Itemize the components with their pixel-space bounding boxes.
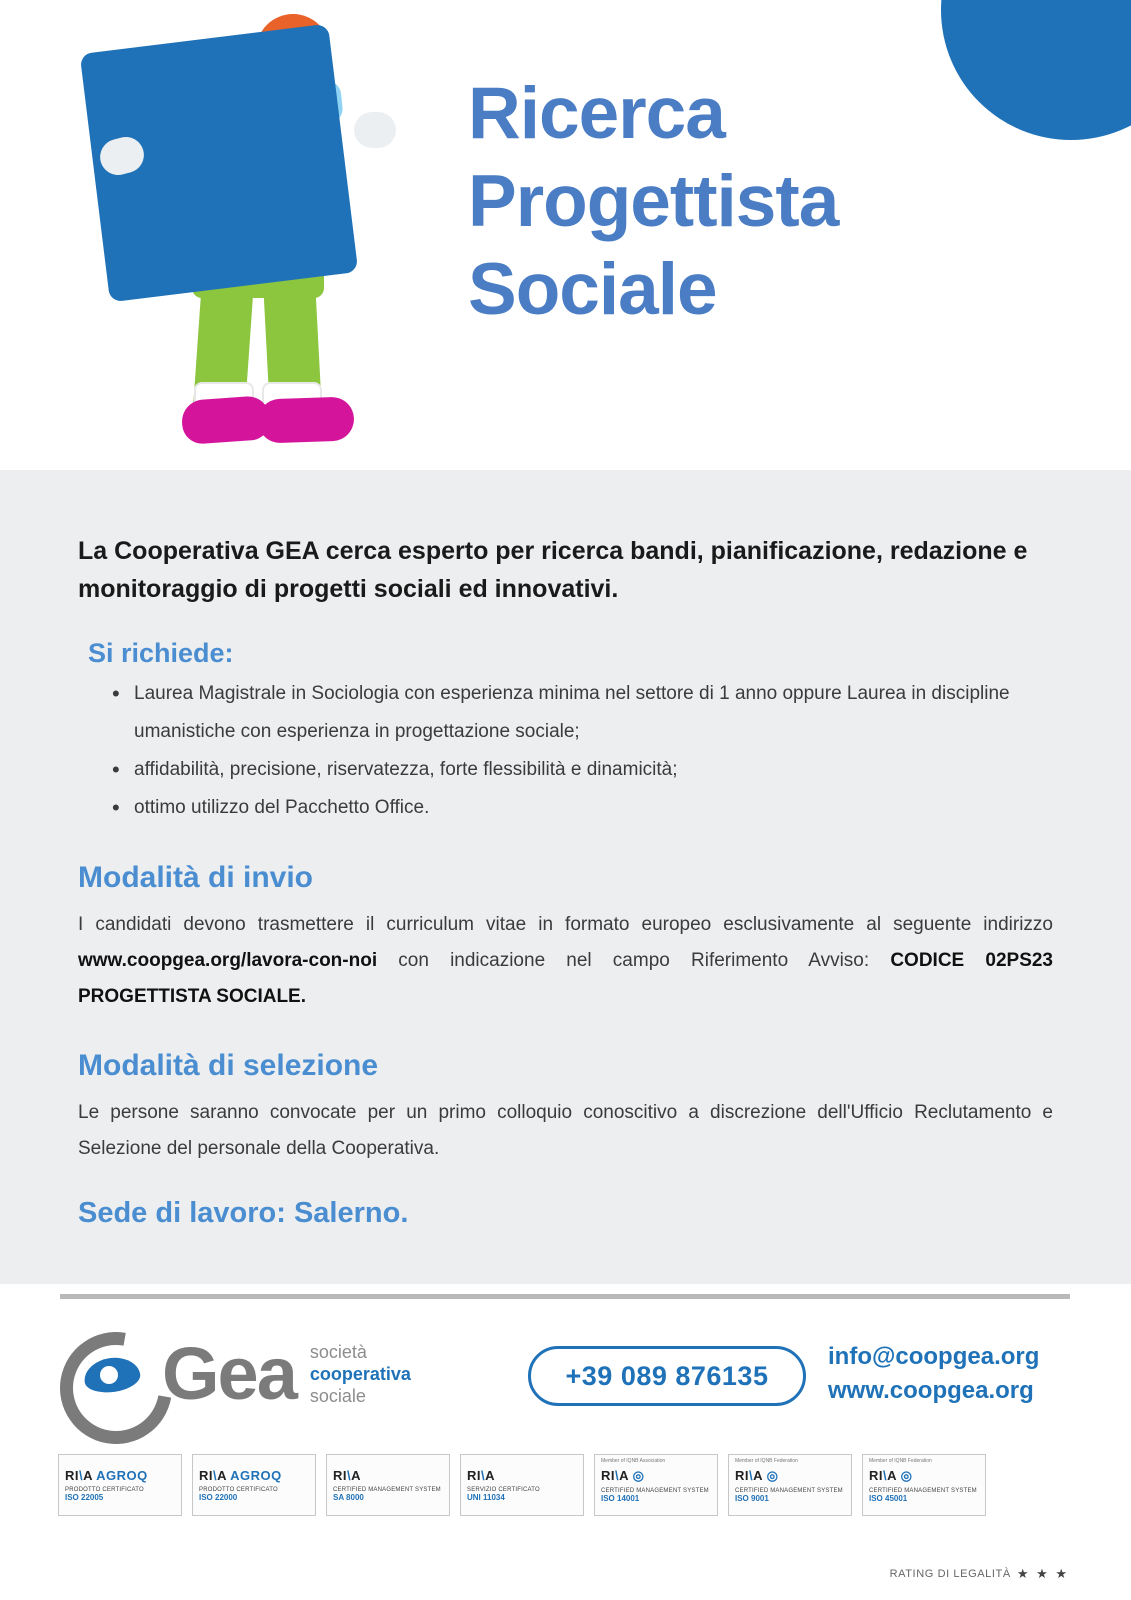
cert-line-1: PRODOTTO CERTIFICATO xyxy=(199,1487,278,1493)
cert-caption: Member of IQNB Federation xyxy=(735,1458,798,1464)
cert-brand-a: RI xyxy=(65,1468,79,1483)
requirements-list xyxy=(78,675,1053,827)
legality-rating xyxy=(890,1566,1069,1582)
logo-subtitle-line-1: società xyxy=(309,1342,367,1362)
cert-brand: RI\A xyxy=(467,1468,496,1483)
cert-line-1: CERTIFIED MANAGEMENT SYSTEM xyxy=(601,1487,709,1494)
illustration-person-with-board xyxy=(70,0,470,470)
submission-text-2: con indicazione nel campo Riferimento Avviso: xyxy=(377,950,891,971)
cert-line-1: PRODOTTO CERTIFICATO xyxy=(65,1487,144,1493)
workplace-heading: Sede di lavoro: Salerno. xyxy=(78,1197,409,1229)
requirements-heading: Si richiede: xyxy=(88,638,234,668)
footer-divider xyxy=(60,1294,1070,1299)
content-section xyxy=(0,470,1131,1284)
certification-badge xyxy=(594,1454,718,1516)
selection-heading: Modalità di selezione xyxy=(78,1049,379,1082)
submission-code: CODICE 02PS23 PROGETTISTA SOCIALE. xyxy=(78,950,1053,1007)
cert-brand-a: RI xyxy=(869,1467,883,1483)
legality-rating-stars: ★ ★ ★ xyxy=(1016,1566,1069,1581)
page-title xyxy=(468,70,838,334)
cert-line-1: CERTIFIED MANAGEMENT SYSTEM xyxy=(333,1487,441,1493)
decorative-circle xyxy=(941,0,1131,140)
cert-brand-a: RI xyxy=(601,1467,615,1483)
cert-brand-b: A xyxy=(753,1467,763,1483)
cert-brand-c: ◎ xyxy=(632,1467,645,1483)
page-title-line-2: Progettista xyxy=(468,161,839,242)
phone-badge[interactable]: +39 089 876135 xyxy=(528,1346,806,1406)
cert-brand-b: A xyxy=(217,1468,227,1483)
cert-brand-a: RI xyxy=(467,1468,481,1483)
list-item: • ottimo utilizzo del Pacchetto Office. xyxy=(134,789,1053,827)
cert-line-2: ISO 14001 xyxy=(601,1493,640,1503)
cert-brand-c: AGROQ xyxy=(230,1468,282,1483)
submission-heading: Modalità di invio xyxy=(78,861,314,894)
submission-text-1: I candidati devono trasmettere il curriculum vitae in formato europeo esclusivamente al seguente indirizzo xyxy=(78,914,1053,935)
cert-line-1: SERVIZIO CERTIFICATO xyxy=(467,1487,540,1493)
cert-brand: RI\A ◎ xyxy=(735,1467,779,1483)
page-title-line-1: Ricerca xyxy=(468,73,725,154)
cert-line-2: ISO 9001 xyxy=(735,1493,769,1503)
cert-line-2: ISO 22000 xyxy=(199,1493,238,1502)
certification-badges xyxy=(58,1454,986,1516)
cert-brand-a: RI xyxy=(735,1467,749,1483)
cert-brand-c: ◎ xyxy=(766,1467,779,1483)
cert-brand-b: A xyxy=(351,1468,362,1483)
legality-rating-label: RATING DI LEGALITÀ xyxy=(889,1568,1011,1580)
illustration-hand-right xyxy=(354,112,396,148)
cert-brand-b: A xyxy=(887,1467,897,1483)
cert-brand: RI\A AGROQ xyxy=(199,1468,282,1483)
footer xyxy=(0,1284,1131,1600)
submission-paragraph xyxy=(78,907,1053,1015)
cert-brand: RI\A AGROQ xyxy=(65,1468,148,1483)
cert-brand-a: RI xyxy=(333,1468,347,1483)
cert-brand-c: AGROQ xyxy=(96,1468,148,1483)
illustration-shoe-right xyxy=(257,396,354,443)
logo-subtitle-line-3: sociale xyxy=(309,1386,366,1406)
logo-subtitle xyxy=(310,1341,411,1407)
logo-pupil-shape xyxy=(100,1366,118,1384)
intro-paragraph: La Cooperativa GEA cerca esperto per ricerca bandi, pianificazione, redazione e monitoraggio di progetti sociali ed innovativi. xyxy=(78,537,1028,603)
cert-brand-b: A xyxy=(485,1468,496,1483)
cert-caption: Member of IQNB Federation xyxy=(869,1458,932,1464)
cert-line-2: ISO 22005 xyxy=(65,1493,104,1502)
cert-caption: Member of IQNB Association xyxy=(601,1458,666,1464)
certification-badge xyxy=(192,1454,316,1516)
cert-line-2: UNI 11034 xyxy=(467,1493,505,1502)
hero-banner xyxy=(0,0,1131,470)
email-link[interactable]: info@coopgea.org xyxy=(828,1343,1040,1370)
website-link[interactable]: www.coopgea.org xyxy=(828,1377,1034,1404)
selection-paragraph: Le persone saranno convocate per un primo colloquio conoscitivo a discrezione dell'Ufficio Reclutamento e Selezione del personale della Cooperativa. xyxy=(78,1102,1053,1159)
logo-wordmark: Gea xyxy=(162,1332,296,1415)
cert-line-2: SA 8000 xyxy=(333,1493,364,1502)
submission-link[interactable]: www.coopgea.org/lavora-con-noi xyxy=(78,950,378,971)
certification-badge xyxy=(728,1454,852,1516)
cert-brand-b: A xyxy=(83,1468,93,1483)
certification-badge xyxy=(460,1454,584,1516)
logo-subtitle-line-2: cooperativa xyxy=(309,1364,411,1384)
gea-logo-icon xyxy=(60,1328,168,1420)
cert-brand-c: ◎ xyxy=(900,1467,913,1483)
cert-line-1: CERTIFIED MANAGEMENT SYSTEM xyxy=(869,1487,977,1494)
certification-badge xyxy=(862,1454,986,1516)
cert-line-1: CERTIFIED MANAGEMENT SYSTEM xyxy=(735,1487,843,1494)
certification-badge xyxy=(326,1454,450,1516)
contact-info xyxy=(828,1340,1039,1408)
page-title-line-3: Sociale xyxy=(468,249,717,330)
certification-badge xyxy=(58,1454,182,1516)
cert-brand: RI\A ◎ xyxy=(869,1467,913,1483)
company-logo xyxy=(60,1328,411,1420)
cert-brand: RI\A ◎ xyxy=(601,1467,645,1483)
cert-brand-b: A xyxy=(619,1467,629,1483)
list-item: • affidabilità, precisione, riservatezza, forte flessibilità e dinamicità; xyxy=(134,751,1053,789)
cert-line-2: ISO 45001 xyxy=(869,1493,908,1503)
list-item: • Laurea Magistrale in Sociologia con esperienza minima nel settore di 1 anno oppure Laurea in discipline umanistiche con esperienza in progettazione sociale; xyxy=(134,675,1053,751)
cert-brand-a: RI xyxy=(199,1468,213,1483)
cert-brand: RI\A xyxy=(333,1468,362,1483)
